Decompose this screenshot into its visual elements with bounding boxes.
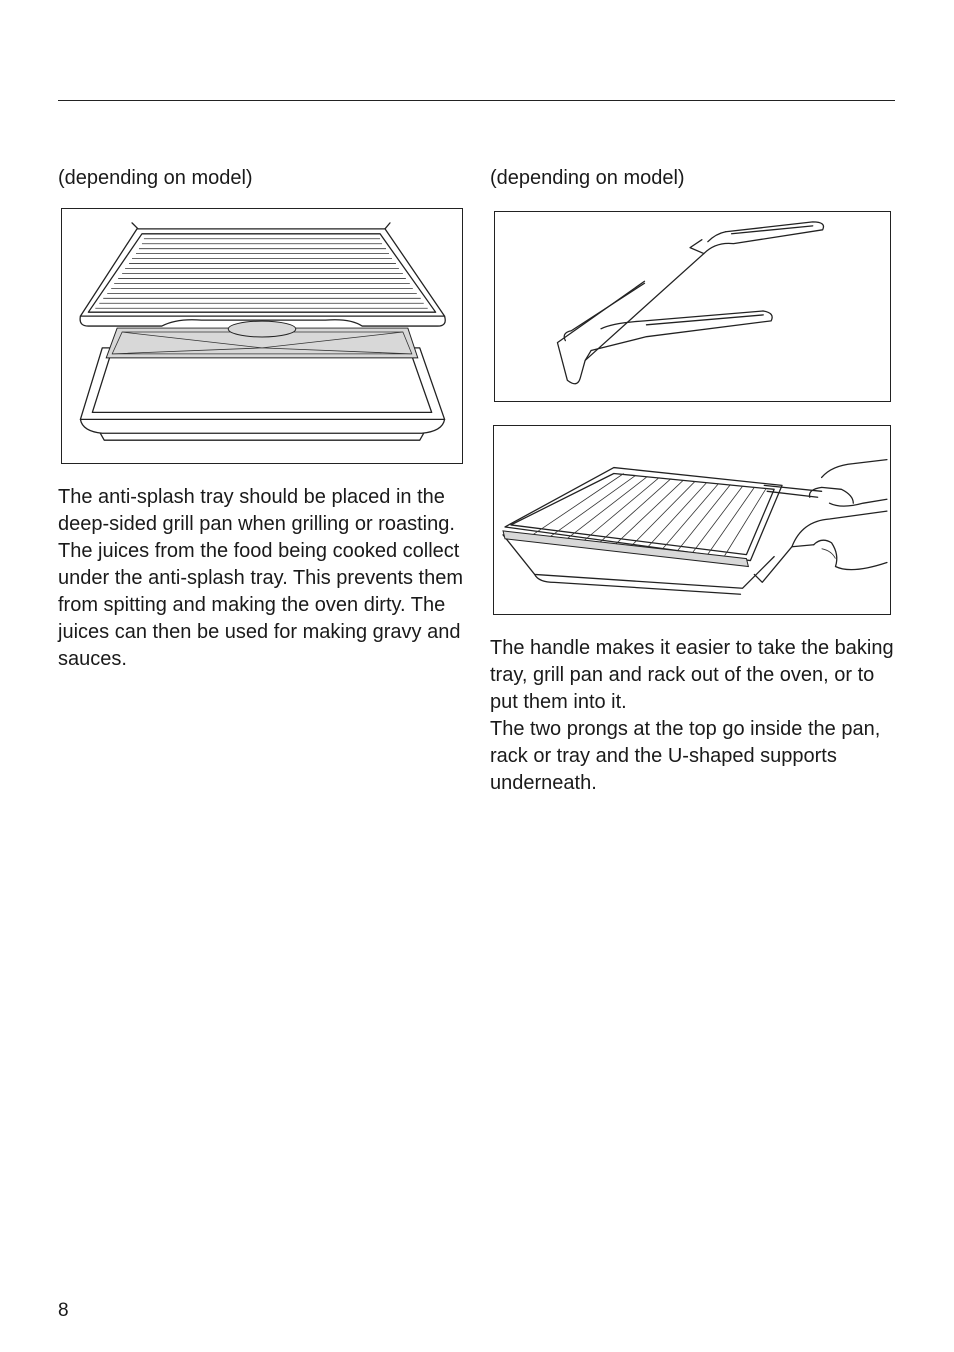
left-body xyxy=(58,484,468,673)
handle-in-use-illustration xyxy=(493,425,891,615)
right-body xyxy=(490,635,900,797)
note-text: (depending on model) xyxy=(490,167,685,189)
header-rule xyxy=(58,100,895,101)
left-paragraph-2: The juices from the food being cooked collect under the anti-splash tray. This prevents them from spitting and making the oven dirty. The juices can then be used for making gravy and sauces. xyxy=(58,540,464,670)
handle-drawing xyxy=(495,212,890,401)
grill-pan-illustration xyxy=(61,208,463,464)
left-paragraph-1: The anti-splash tray should be placed in the deep-sided grill pan when grilling or roasting. xyxy=(58,486,455,535)
page-number: 8 xyxy=(58,1300,69,1321)
right-paragraph-2: The two prongs at the top go inside the pan, rack or tray and the U-shaped supports underneath. xyxy=(490,718,881,794)
right-paragraph-1: The handle makes it easier to take the baking tray, grill pan and rack out of the oven, or to put them into it. xyxy=(490,637,894,713)
note-right xyxy=(490,165,900,192)
note-left xyxy=(58,165,468,192)
note-text: (depending on model) xyxy=(58,167,253,189)
rack-wires xyxy=(95,239,427,308)
handle-in-use-drawing xyxy=(494,426,890,614)
grill-pan-drawing xyxy=(62,209,462,463)
handle-illustration xyxy=(494,211,891,402)
